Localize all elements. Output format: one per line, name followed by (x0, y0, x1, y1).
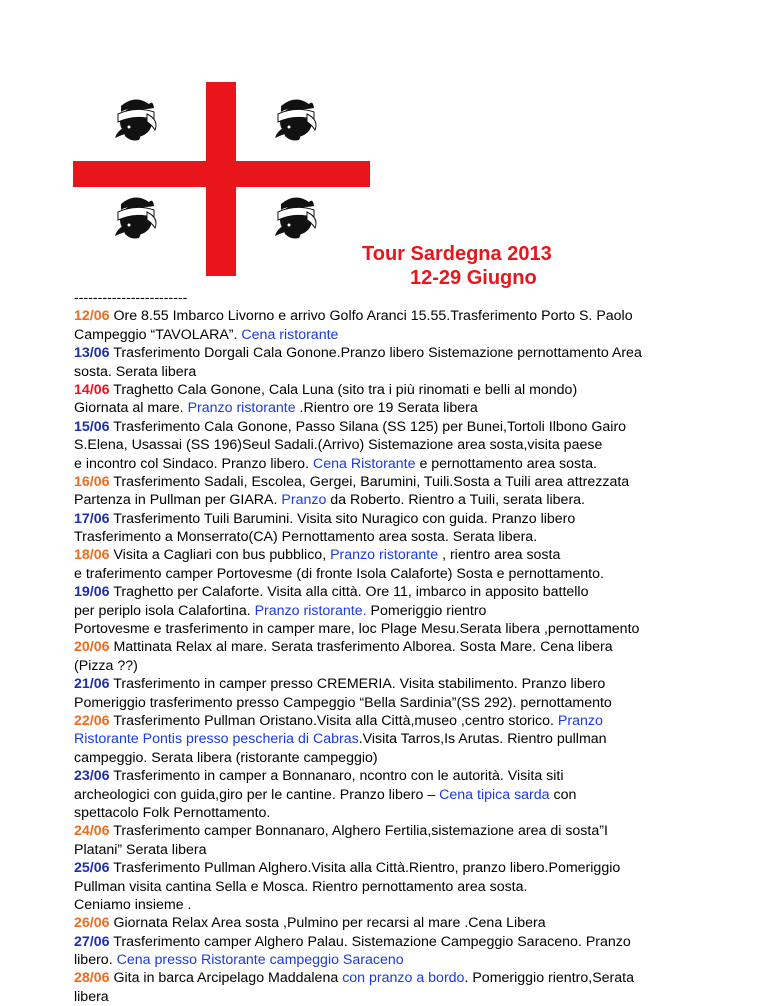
itinerary-line (74, 418, 754, 436)
day-date: 22/06 (74, 712, 110, 729)
text-segment: Pomeriggio rientro (366, 602, 487, 619)
day-date: 18/06 (74, 547, 110, 564)
text-segment: Trasferimento camper Alghero Palau. Sistemazione Campeggio Saraceno. Pranzo (109, 933, 631, 950)
title-line-2: 12-29 Giugno (410, 267, 537, 289)
text-segment: Mattinata Relax al mare. Serata trasferimento Alborea. Sosta Mare. Cena libera (109, 639, 613, 656)
itinerary-line (74, 565, 754, 583)
itinerary-line (74, 988, 754, 1006)
day-date: 23/06 (74, 768, 110, 785)
text-segment: Giornata Relax Area sosta ,Pulmino per recarsi al mare .Cena Libera (109, 915, 546, 932)
text-segment: libera (74, 988, 109, 1005)
day-date: 24/06 (74, 823, 110, 840)
text-segment: libero. (74, 952, 117, 969)
meal-highlight: Cena presso Ristorante campeggio Saraceno (116, 952, 404, 969)
day-date: 20/06 (74, 639, 110, 656)
moor-head-icon (275, 99, 316, 140)
meal-highlight: Cena ristorante (241, 326, 339, 343)
text-segment: Portovesme e trasferimento in camper mare, loc Plage Mesu.Serata libera ,pernottamento (74, 621, 640, 638)
itinerary-line (74, 694, 754, 712)
text-segment: Pomeriggio trasferimento presso Campeggio “Bella Sardinia”(SS 292). pernottamento (74, 694, 612, 711)
itinerary-line (74, 510, 754, 528)
day-date: 21/06 (74, 676, 110, 693)
itinerary-line (74, 969, 754, 987)
text-segment: Visita a Cagliari con bus pubblico, (109, 547, 331, 564)
itinerary-line (74, 473, 754, 491)
text-segment: . Pomeriggio rientro,Serata (464, 970, 634, 987)
itinerary-line (74, 546, 754, 564)
text-segment: Partenza in Pullman per GIARA. (74, 492, 282, 509)
text-segment: Traghetto per Calaforte. Visita alla città. Ore 11, imbarco in apposito battello (109, 584, 589, 601)
text-segment: Trasferimento Dorgali Cala Gonone.Pranzo libero Sistemazione pernottamento Area (109, 345, 642, 362)
itinerary-line (74, 749, 754, 767)
text-segment: e traferimento camper Portovesme (di fronte Isola Calaforte) Sosta e pernottamento. (74, 565, 604, 582)
itinerary-line (74, 786, 754, 804)
itinerary-line (74, 491, 754, 509)
text-segment: (Pizza ??) (74, 657, 138, 674)
text-segment: Ceniamo insieme . (74, 896, 192, 913)
day-date: 25/06 (74, 860, 110, 877)
moor-head-icon (115, 99, 156, 140)
text-segment: campeggio. Serata libera (ristorante campeggio) (74, 749, 378, 766)
text-segment: Trasferimento camper Bonnanaro, Alghero Fertilia,sistemazione area di sosta”I (109, 823, 608, 840)
day-date: 13/06 (74, 345, 110, 362)
text-segment: Trasferimento Cala Gonone, Passo Silana (SS 125) per Bunei,Tortoli Ilbono Gairo (109, 418, 627, 435)
itinerary-line (74, 657, 754, 675)
day-date: 17/06 (74, 510, 110, 527)
text-segment: sosta. Serata libera (74, 363, 197, 380)
itinerary-line (74, 289, 754, 307)
itinerary-line (74, 620, 754, 638)
text-segment: Pullman visita cantina Sella e Mosca. Rientro pernottamento area sosta. (74, 878, 528, 895)
sardinia-flag (73, 82, 370, 276)
itinerary-line (74, 602, 754, 620)
text-segment: Traghetto Cala Gonone, Cala Luna (sito tra i più rinomati e belli al mondo) (109, 381, 578, 398)
text-segment: e incontro col Sindaco. Pranzo libero. (74, 455, 313, 472)
text-segment: Trasferimento in camper presso CREMERIA. Visita stabilimento. Pranzo libero (109, 676, 606, 693)
text-segment: Trasferimento a Monserrato(CA) Pernottamento area sosta. Serata libera. (74, 529, 538, 546)
day-date: 19/06 (74, 584, 110, 601)
meal-highlight: Cena tipica sarda (439, 786, 550, 803)
text-segment: .Visita Tarros,Is Arutas. Rientro pullman (358, 731, 607, 748)
itinerary-text (74, 289, 754, 1006)
text-segment: , rientro area sosta (438, 547, 561, 564)
day-date: 12/06 (74, 308, 110, 325)
day-date: 15/06 (74, 418, 110, 435)
itinerary-line (74, 363, 754, 381)
text-segment: e pernottamento area sosta. (415, 455, 597, 472)
day-date: 28/06 (74, 970, 110, 987)
itinerary-line (74, 307, 754, 325)
text-segment: Trasferimento Sadali, Escolea, Gergei, Barumini, Tuili.Sosta a Tuili area attrezzata (109, 473, 630, 490)
itinerary-line (74, 841, 754, 859)
itinerary-line (74, 712, 754, 730)
itinerary-line (74, 933, 754, 951)
meal-highlight: Pranzo (557, 712, 603, 729)
flag-cross-horizontal (73, 161, 370, 187)
itinerary-line (74, 326, 754, 344)
text-segment: ------------------------ (74, 290, 188, 306)
itinerary-line (74, 436, 754, 454)
itinerary-line (74, 583, 754, 601)
itinerary-line (74, 859, 754, 877)
day-date: 14/06 (74, 381, 110, 398)
meal-highlight: Pranzo ristorante (330, 547, 439, 564)
text-segment: con (549, 786, 577, 803)
meal-highlight: Ristorante Pontis presso pescheria di Cabras (74, 731, 359, 748)
text-segment: Trasferimento Pullman Alghero.Visita alla Città.Rientro, pranzo libero.Pomeriggio (109, 860, 621, 877)
moor-head-icon (275, 197, 316, 238)
day-date: 16/06 (74, 473, 110, 490)
itinerary-line (74, 878, 754, 896)
itinerary-line (74, 951, 754, 969)
itinerary-line (74, 822, 754, 840)
meal-highlight: Cena Ristorante (312, 455, 416, 472)
text-segment: Ore 8.55 Imbarco Livorno e arrivo Golfo Aranci 15.55.Trasferimento Porto S. Paolo (109, 308, 633, 325)
itinerary-line (74, 767, 754, 785)
meal-highlight: Pranzo (281, 492, 327, 509)
text-segment: S.Elena, Usassai (SS 196)Seul Sadali.(Arrivo) Sistemazione area sosta,visita paese (74, 437, 603, 454)
itinerary-line (74, 914, 754, 932)
page-title (362, 242, 642, 290)
text-segment: Trasferimento Tuili Barumini. Visita sito Nuragico con guida. Pranzo libero (109, 510, 576, 527)
meal-highlight: Pranzo ristorante. (254, 602, 367, 619)
itinerary-line (74, 804, 754, 822)
title-line-1: Tour Sardegna 2013 (362, 243, 552, 265)
itinerary-line (74, 399, 754, 417)
text-segment: .Rientro ore 19 Serata libera (295, 400, 478, 417)
itinerary-line (74, 896, 754, 914)
itinerary-line (74, 455, 754, 473)
text-segment: Campeggio “TAVOLARA”. (74, 326, 242, 343)
text-segment: per periplo isola Calafortina. (74, 602, 255, 619)
day-date: 27/06 (74, 933, 110, 950)
text-segment: da Roberto. Rientro a Tuili, serata libera. (326, 492, 586, 509)
text-segment: Trasferimento Pullman Oristano.Visita alla Città,museo ,centro storico. (109, 712, 558, 729)
text-segment: Giornata al mare. (74, 400, 188, 417)
itinerary-line (74, 638, 754, 656)
itinerary-line (74, 381, 754, 399)
moor-head-icon (115, 197, 156, 238)
text-segment: Gita in barca Arcipelago Maddalena (109, 970, 343, 987)
meal-highlight: con pranzo a bordo (342, 970, 465, 987)
itinerary-line (74, 730, 754, 748)
text-segment: Platani” Serata libera (74, 841, 207, 858)
meal-highlight: Pranzo ristorante (187, 400, 296, 417)
text-segment: spettacolo Folk Pernottamento. (74, 804, 271, 821)
day-date: 26/06 (74, 915, 110, 932)
itinerary-line (74, 344, 754, 362)
text-segment: Trasferimento in camper a Bonnanaro, ncontro con le autorità. Visita siti (109, 768, 564, 785)
text-segment: archeologici con guida,giro per le cantine. Pranzo libero – (74, 786, 440, 803)
itinerary-line (74, 528, 754, 546)
itinerary-line (74, 675, 754, 693)
